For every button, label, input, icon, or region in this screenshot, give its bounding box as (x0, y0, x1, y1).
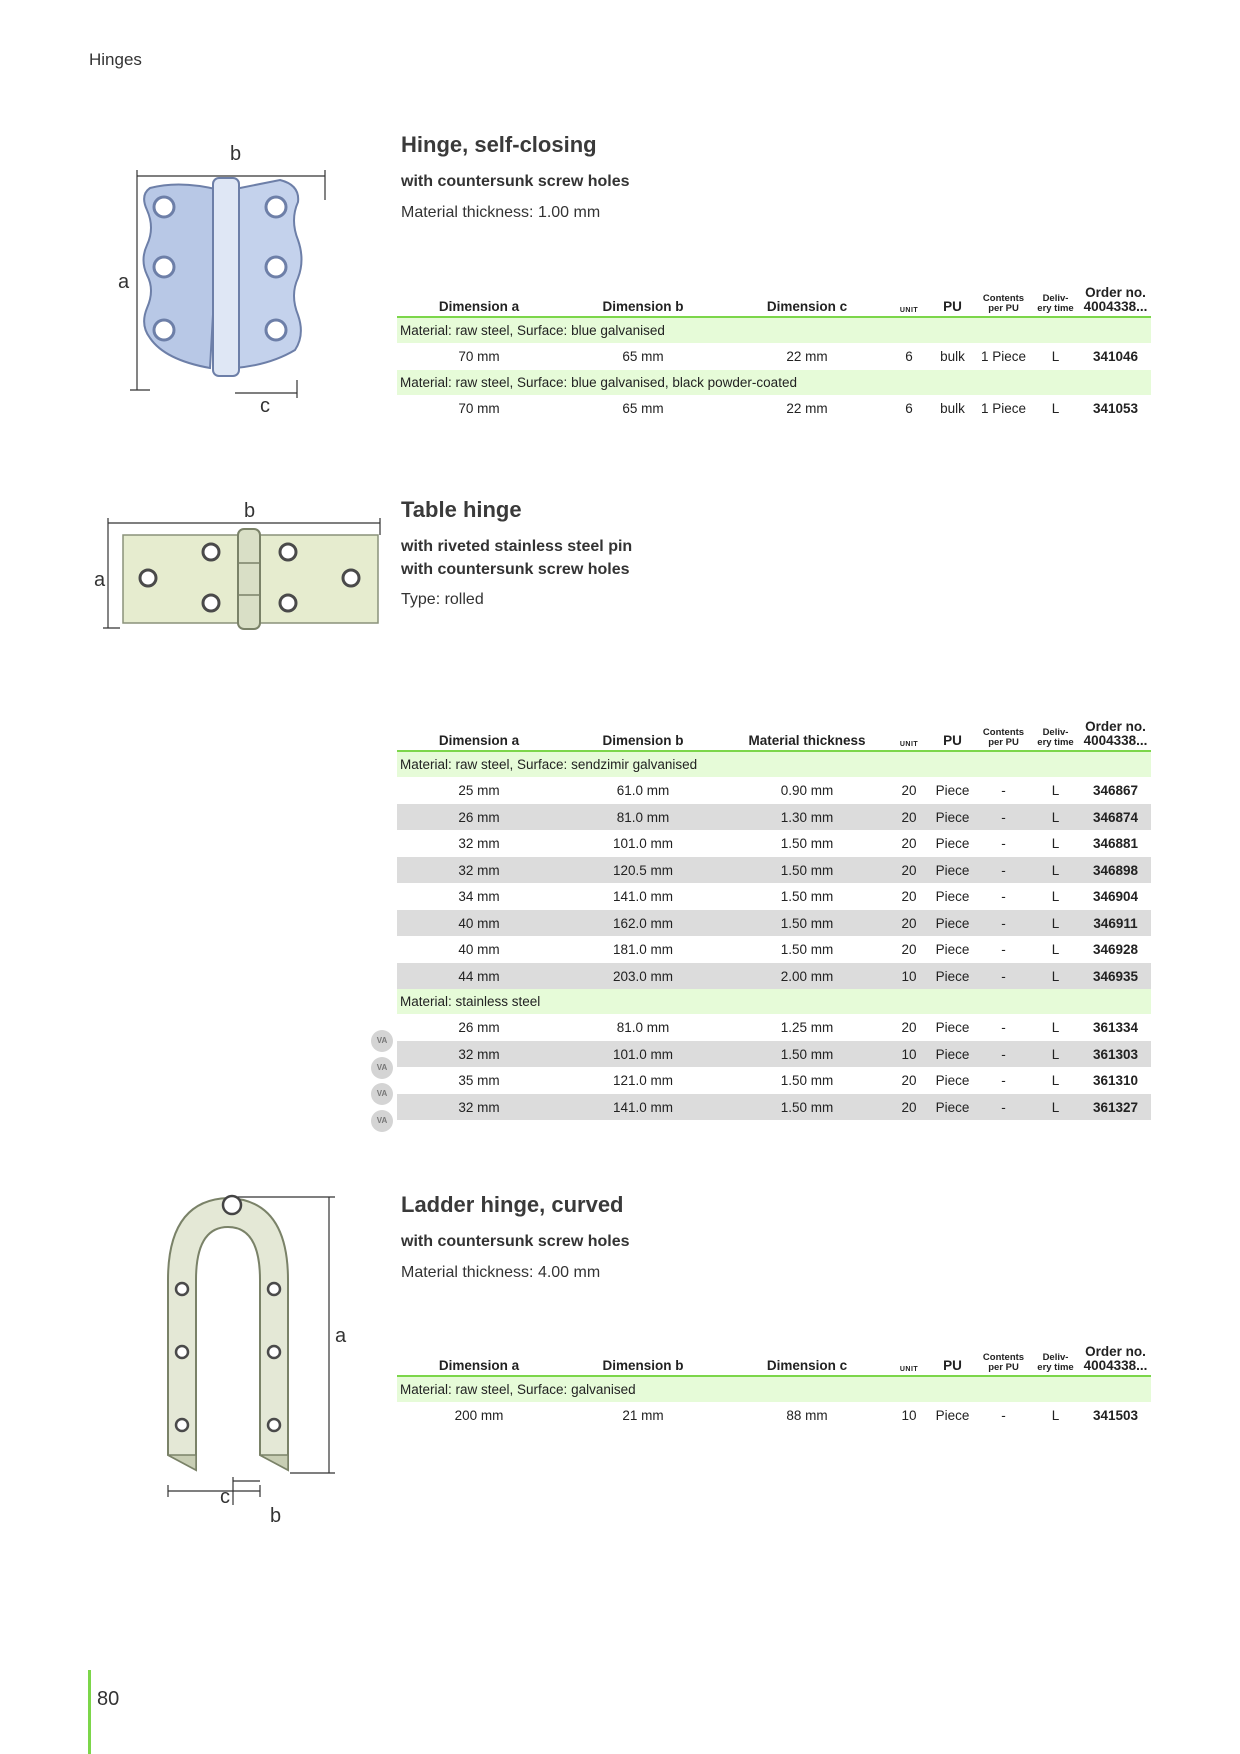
stainless-va-badge: VA (371, 1110, 393, 1132)
page-number: 80 (97, 1688, 120, 1710)
table-cell: 34 mm (458, 889, 500, 905)
table-cell: 20 (889, 1094, 929, 1121)
table-cell: 20 (889, 804, 929, 831)
table-cell: - (976, 1094, 1031, 1121)
table-cell: L (1051, 1020, 1060, 1036)
table-cell: - (1001, 1408, 1006, 1424)
col-header: Dimension a (397, 286, 561, 317)
col-header: Dimension b (561, 286, 725, 317)
table-cell: L (1051, 1408, 1060, 1424)
table-cell: L (1051, 1073, 1060, 1089)
table-cell: Piece (929, 1094, 976, 1121)
table-cell: 1.50 mm (780, 889, 834, 905)
ladder-hinge-drawing (150, 1185, 360, 1525)
table-cell: L (1051, 889, 1060, 905)
product-feature: with countersunk screw holes (401, 561, 630, 578)
table-cell: - (1001, 836, 1006, 852)
col-header: Dimension b (561, 720, 725, 751)
table-cell: 1.50 mm (780, 836, 834, 852)
col-header: PU (929, 720, 976, 751)
table-cell: 22 mm (786, 400, 828, 416)
table-cell: 20 (901, 783, 917, 799)
table-cell: bulk (940, 349, 965, 365)
table-cell: 1.50 mm (725, 1041, 889, 1068)
table-cell: L (1051, 349, 1060, 365)
table-cell: L (1051, 942, 1060, 958)
table-cell: - (976, 910, 1031, 937)
order-number: 361334 (1092, 1020, 1139, 1036)
order-number: 346867 (1092, 783, 1139, 799)
table-cell: 181.0 mm (612, 942, 674, 958)
table-cell: L (1031, 1094, 1080, 1121)
table-cell: 65 mm (622, 349, 664, 365)
table-cell: 1.50 mm (780, 1073, 834, 1089)
table-cell: 1 Piece (980, 349, 1027, 365)
dim-label-b: b (244, 500, 256, 522)
table-cell: Material: raw steel, Surface: sendzimir galvanised (397, 751, 1151, 777)
col-header: UNIT (889, 286, 929, 317)
table-cell: L (1031, 1041, 1080, 1068)
table-cell: 1.30 mm (725, 804, 889, 831)
table-cell: 70 mm (458, 400, 500, 416)
table-cell: 162.0 mm (561, 910, 725, 937)
table-cell: 120.5 mm (561, 857, 725, 884)
table-cell: 61.0 mm (616, 783, 670, 799)
running-head: Hinges (89, 50, 142, 69)
table-cell: 40 mm (458, 942, 500, 958)
spec-table-ladder-hinge (397, 1345, 1151, 1429)
table-cell: 20 (901, 1020, 917, 1036)
table-row (397, 883, 1151, 910)
table-cell: Piece (929, 1041, 976, 1068)
table-row (397, 1067, 1151, 1094)
table-cell: 44 mm (397, 963, 561, 990)
spec-table-table-hinge (397, 720, 1151, 1120)
col-header: Order no. 4004338... (1080, 286, 1151, 317)
table-row (397, 343, 1151, 370)
table-cell: Material: raw steel, Surface: blue galvanised (397, 317, 1151, 343)
table-cell: Piece (935, 889, 970, 905)
col-header: Contents per PU (976, 286, 1031, 317)
dim-label-c: c (220, 1486, 230, 1508)
table-row (397, 395, 1151, 422)
table-cell: 81.0 mm (616, 1020, 670, 1036)
col-header: PU (929, 286, 976, 317)
material-row (397, 317, 1151, 343)
order-number: 346928 (1092, 942, 1139, 958)
table-cell: 32 mm (397, 857, 561, 884)
order-number: 361310 (1092, 1073, 1139, 1089)
table-cell: 32 mm (458, 836, 500, 852)
dim-label-c: c (260, 395, 270, 417)
table-cell: Piece (929, 910, 976, 937)
stainless-va-badge: VA (371, 1057, 393, 1079)
table-cell: 32 mm (397, 1041, 561, 1068)
col-header: Dimension a (397, 720, 561, 751)
table-cell: 20 (901, 942, 917, 958)
table-cell: 6 (905, 349, 913, 365)
col-header: Contents per PU (976, 1345, 1031, 1376)
table-row (397, 936, 1151, 963)
col-header: Contents per PU (976, 720, 1031, 751)
stainless-va-badge: VA (371, 1083, 393, 1105)
order-number: 341053 (1092, 400, 1139, 416)
product-title: Ladder hinge, curved (401, 1192, 624, 1217)
table-cell: 20 (889, 857, 929, 884)
table-cell: Piece (935, 942, 970, 958)
table-cell: - (1001, 942, 1006, 958)
order-number: 341503 (1092, 1408, 1139, 1424)
table-cell: 2.00 mm (725, 963, 889, 990)
table-cell: 25 mm (458, 783, 500, 799)
table-cell: - (976, 1041, 1031, 1068)
col-header: UNIT (889, 720, 929, 751)
order-number: 361303 (1080, 1041, 1151, 1068)
table-cell: Piece (929, 804, 976, 831)
order-number: 346898 (1080, 857, 1151, 884)
table-row (397, 1094, 1151, 1121)
table-cell: L (1031, 963, 1080, 990)
table-row (397, 963, 1151, 990)
col-header: Deliv- ery time (1031, 720, 1080, 751)
table-cell: Piece (935, 1073, 970, 1089)
table-cell: - (1001, 1020, 1006, 1036)
table-cell: Piece (935, 836, 970, 852)
material-row (397, 370, 1151, 395)
table-cell: 101.0 mm (612, 836, 674, 852)
table-cell: 1.25 mm (780, 1020, 834, 1036)
table-cell: 0.90 mm (780, 783, 834, 799)
table-row (397, 830, 1151, 857)
table-cell: 10 (889, 963, 929, 990)
table-cell: 10 (901, 1408, 917, 1424)
table-cell: 200 mm (454, 1408, 504, 1424)
table-header-row (397, 286, 1151, 317)
table-cell: - (976, 963, 1031, 990)
table-cell: L (1051, 783, 1060, 799)
table-cell: 141.0 mm (612, 889, 674, 905)
col-header: UNIT (889, 1345, 929, 1376)
table-cell: L (1051, 400, 1060, 416)
table-cell: Piece (929, 963, 976, 990)
col-header: Deliv- ery time (1031, 286, 1080, 317)
table-cell: 141.0 mm (561, 1094, 725, 1121)
material-row (397, 1376, 1151, 1402)
table-row (397, 910, 1151, 937)
table-cell: 26 mm (458, 1020, 500, 1036)
table-cell: - (1001, 783, 1006, 799)
order-number: 341046 (1092, 349, 1139, 365)
product-property: Type: rolled (401, 591, 484, 608)
table-cell: 6 (905, 400, 913, 416)
dim-label-b: b (230, 143, 242, 165)
table-cell: L (1031, 804, 1080, 831)
product-feature: with countersunk screw holes (401, 173, 630, 190)
product-property: Material thickness: 4.00 mm (401, 1264, 601, 1281)
col-header: Dimension c (725, 1345, 889, 1376)
table-cell: 121.0 mm (612, 1073, 674, 1089)
order-number: 346881 (1092, 836, 1139, 852)
order-number: 361327 (1080, 1094, 1151, 1121)
table-cell: 35 mm (458, 1073, 500, 1089)
table-cell: 20 (901, 889, 917, 905)
col-header: Dimension c (725, 286, 889, 317)
table-cell: 1.50 mm (725, 1094, 889, 1121)
table-row (397, 1402, 1151, 1429)
table-cell: 1.50 mm (780, 942, 834, 958)
table-cell: 10 (889, 1041, 929, 1068)
material-row (397, 751, 1151, 777)
table-cell: 65 mm (622, 400, 664, 416)
table-cell: 88 mm (786, 1408, 828, 1424)
product-property: Material thickness: 1.00 mm (401, 204, 601, 221)
table-cell: 32 mm (397, 1094, 561, 1121)
table-cell: Piece (929, 857, 976, 884)
table-row (397, 1014, 1151, 1041)
table-cell: 20 (889, 910, 929, 937)
table-cell: Material: raw steel, Surface: blue galvanised, black powder-coated (397, 370, 1151, 395)
table-cell: - (976, 804, 1031, 831)
table-row (397, 1041, 1151, 1068)
table-cell: 26 mm (397, 804, 561, 831)
table-cell: Piece (935, 1020, 970, 1036)
table-cell: 81.0 mm (561, 804, 725, 831)
col-header: Material thickness (725, 720, 889, 751)
product-feature: with countersunk screw holes (401, 1233, 630, 1250)
table-header-row (397, 720, 1151, 751)
table-cell: - (1001, 889, 1006, 905)
table-cell: 70 mm (458, 349, 500, 365)
col-header: Deliv- ery time (1031, 1345, 1080, 1376)
product-title: Table hinge (401, 497, 522, 522)
order-number: 346935 (1080, 963, 1151, 990)
table-cell: 1 Piece (980, 400, 1027, 416)
table-row (397, 857, 1151, 884)
dim-label-a: a (94, 569, 106, 591)
dim-label-a: a (118, 271, 130, 293)
order-number: 346874 (1080, 804, 1151, 831)
table-row (397, 777, 1151, 804)
product-feature: with riveted stainless steel pin (401, 538, 633, 555)
col-header: Dimension b (561, 1345, 725, 1376)
col-header: Dimension a (397, 1345, 561, 1376)
table-header-row (397, 1345, 1151, 1376)
table-cell: L (1051, 836, 1060, 852)
table-cell: 20 (901, 836, 917, 852)
table-cell: 1.50 mm (725, 857, 889, 884)
table-cell: 40 mm (397, 910, 561, 937)
col-header: PU (929, 1345, 976, 1376)
product-title: Hinge, self-closing (401, 132, 597, 157)
table-cell: 1.50 mm (725, 910, 889, 937)
table-cell: 22 mm (786, 349, 828, 365)
stainless-va-badge: VA (371, 1030, 393, 1052)
order-number: 346911 (1080, 910, 1151, 937)
table-cell: 20 (901, 1073, 917, 1089)
table-cell: L (1031, 857, 1080, 884)
dim-label-a: a (335, 1325, 347, 1347)
table-cell: Material: stainless steel (397, 989, 1151, 1014)
col-header: Order no. 4004338... (1080, 720, 1151, 751)
dim-label-b: b (270, 1505, 282, 1525)
col-header: Order no. 4004338... (1080, 1345, 1151, 1376)
table-hinge-drawing (88, 495, 388, 635)
table-cell: - (976, 857, 1031, 884)
table-cell: 101.0 mm (561, 1041, 725, 1068)
order-number: 346904 (1092, 889, 1139, 905)
table-cell: 21 mm (622, 1408, 664, 1424)
table-cell: bulk (940, 400, 965, 416)
table-row (397, 804, 1151, 831)
hinge-self-closing-drawing (110, 140, 340, 420)
spec-table-hinge-self-closing (397, 286, 1151, 421)
table-cell: Piece (935, 783, 970, 799)
page-accent-bar (88, 1670, 91, 1754)
table-cell: Material: raw steel, Surface: galvanised (397, 1376, 1151, 1402)
table-cell: Piece (935, 1408, 970, 1424)
table-cell: L (1031, 910, 1080, 937)
material-row (397, 989, 1151, 1014)
table-cell: 203.0 mm (561, 963, 725, 990)
table-cell: - (1001, 1073, 1006, 1089)
